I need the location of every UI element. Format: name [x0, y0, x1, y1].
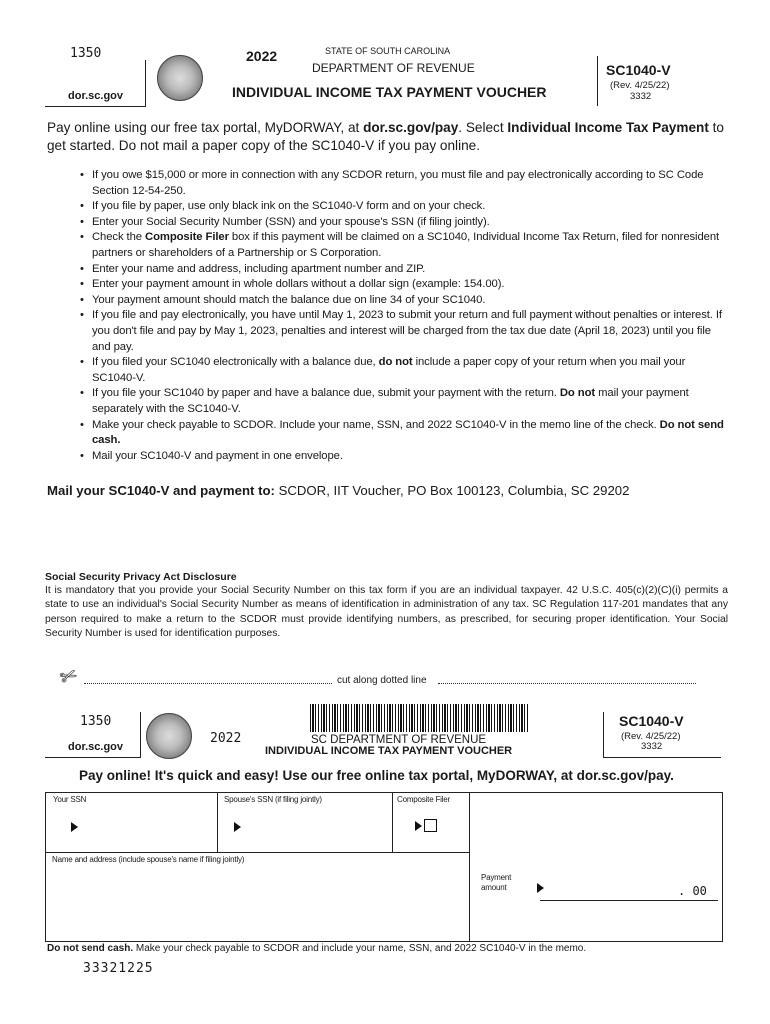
tax-year: 2022 [246, 48, 278, 64]
website: dor.sc.gov [68, 90, 124, 102]
department-name: DEPARTMENT OF REVENUE [312, 61, 475, 75]
state-line: STATE OF SOUTH CAROLINA [325, 46, 451, 56]
instruction-item: • If you file and pay electronically, you have until May 1, 2023 to submit your return and full payment without penalties or interest. If you don't file and pay by May 1, 2023, penalties and interest will be charged from the tax due date (April 18, 2023) until you file and pay. [78, 308, 728, 355]
voucher-year: 2022 [210, 731, 242, 746]
barcode [310, 704, 530, 732]
instruction-item: • If you file your SC1040 by paper and have a balance due, submit your payment with the return. Do not mail your payment separately with the SC1040-V. [78, 386, 728, 417]
instruction-item: • If you file by paper, use only black ink on the SC1040-V form and on your check. [78, 199, 728, 215]
voucher-department: SC DEPARTMENT OF REVENUE [311, 734, 487, 746]
cut-line-label: cut along dotted line [337, 675, 427, 686]
mail-to: Mail your SC1040-V and payment to: SCDOR, IIT Voucher, PO Box 100123, Columbia, SC 29202 [47, 483, 630, 498]
form-number-divider [597, 56, 598, 106]
privacy-heading: Social Security Privacy Act Disclosure [45, 571, 237, 583]
instruction-item: • Make your check payable to SCDOR. Include your name, SSN, and 2022 SC1040-V in the memo line of the check. Do not send cash. [78, 418, 728, 449]
header-underline [45, 106, 145, 107]
voucher-header-divider [140, 712, 141, 758]
composite-filer-checkbox[interactable] [424, 819, 437, 832]
instruction-list [78, 168, 728, 464]
spouse-ssn-field[interactable] [220, 806, 390, 850]
sc-seal-icon [157, 55, 203, 101]
instruction-item: • Enter your Social Security Number (SSN) and your spouse's SSN (if filing jointly). [78, 215, 728, 231]
scissors-icon: ✄ [56, 663, 81, 691]
voucher-seal-icon [146, 713, 192, 759]
spouse-divider [392, 792, 393, 852]
privacy-body: It is mandatory that you provide your Social Security Number on this tax form if you are an individual taxpayer. 42 U.S.C. 405(c)(2)(C)(i) permits a state to use an individual's Social Security Number as means of identification in administration of any tax. SC Regulation 117-201 mandates that any person required to make a return to the SCDOR must provide identifying numbers, as prescribed, for securing proper identification. Your Social Security Number is used for identification purposes. [45, 585, 728, 639]
instruction-item: • Check the Composite Filer box if this payment will be claimed on a SC1040, Individual Income Tax Return, filed for nonresident partners or shareholders of a Partnership or S Corporation. [78, 230, 728, 261]
spouse-ssn-arrow-icon [234, 822, 241, 832]
ssn-divider [217, 792, 218, 852]
voucher-form-code: 1350 [80, 714, 112, 729]
name-address-label: Name and address (include spouse's name if filing jointly) [52, 855, 245, 864]
form-number: SC1040-V [606, 62, 671, 78]
composite-arrow-icon [415, 821, 422, 831]
revision: (Rev. 4/25/22) [610, 80, 670, 91]
instruction-item: • Enter your payment amount in whole dollars without a dollar sign (example: 154.00). [78, 277, 728, 293]
ssn-label: Your SSN [53, 795, 87, 804]
cut-line-left [84, 683, 332, 684]
payment-cents: . 00 [678, 884, 707, 898]
cut-line-right [438, 683, 696, 684]
instruction-item: • Enter your name and address, including apartment number and ZIP. [78, 262, 728, 278]
voucher-form-number-underline [603, 757, 721, 758]
bottom-code: 33321225 [83, 961, 154, 976]
header-divider [145, 60, 146, 107]
name-address-field[interactable] [48, 866, 466, 938]
spouse-ssn-label: Spouse's SSN (if filing jointly) [224, 795, 322, 804]
payment-label-1: Payment [481, 873, 512, 882]
voucher-header-underline [45, 757, 140, 758]
intro-paragraph: Pay online using our free tax portal, MyDORWAY, at dor.sc.gov/pay. Select Individual Income Tax Payment to get started. Do not mail a paper copy of the SC1040-V if you pay online. [47, 120, 724, 153]
ssn-arrow-icon [71, 822, 78, 832]
instruction-item: • If you owe $15,000 or more in connection with any SCDOR return, you must file and pay electronically according to SC Code Section 12-54-250. [78, 168, 728, 199]
voucher-title: INDIVIDUAL INCOME TAX PAYMENT VOUCHER [232, 84, 547, 100]
voucher-title: INDIVIDUAL INCOME TAX PAYMENT VOUCHER [265, 745, 513, 757]
voucher-form-number: SC1040-V [619, 713, 684, 729]
instruction-item: • Mail your SC1040-V and payment in one envelope. [78, 449, 728, 465]
cash-notice: Do not send cash. Make your check payable to SCDOR and include your name, SSN, and 2022 SC1040-V in the memo. [47, 943, 587, 954]
instruction-item: • Your payment amount should match the balance due on line 34 of your SC1040. [78, 293, 728, 309]
payment-divider [469, 792, 470, 941]
voucher-website: dor.sc.gov [68, 741, 124, 753]
form-id: 3332 [630, 91, 652, 102]
instruction-item: • If you filed your SC1040 electronically with a balance due, do not include a paper copy of your return when you mail your SC1040-V. [78, 355, 728, 386]
voucher-form-number-divider [603, 712, 604, 758]
payment-label-2: amount [481, 883, 507, 892]
name-row-divider [45, 852, 469, 853]
composite-filer-label: Composite Filer [397, 795, 451, 804]
pay-online-banner: Pay online! It's quick and easy! Use our free online tax portal, MyDORWAY, at dor.sc.gov/pay. [79, 768, 674, 783]
form-code: 1350 [70, 46, 102, 61]
voucher-revision: (Rev. 4/25/22) [621, 731, 681, 742]
voucher-form-id: 3332 [641, 741, 663, 752]
